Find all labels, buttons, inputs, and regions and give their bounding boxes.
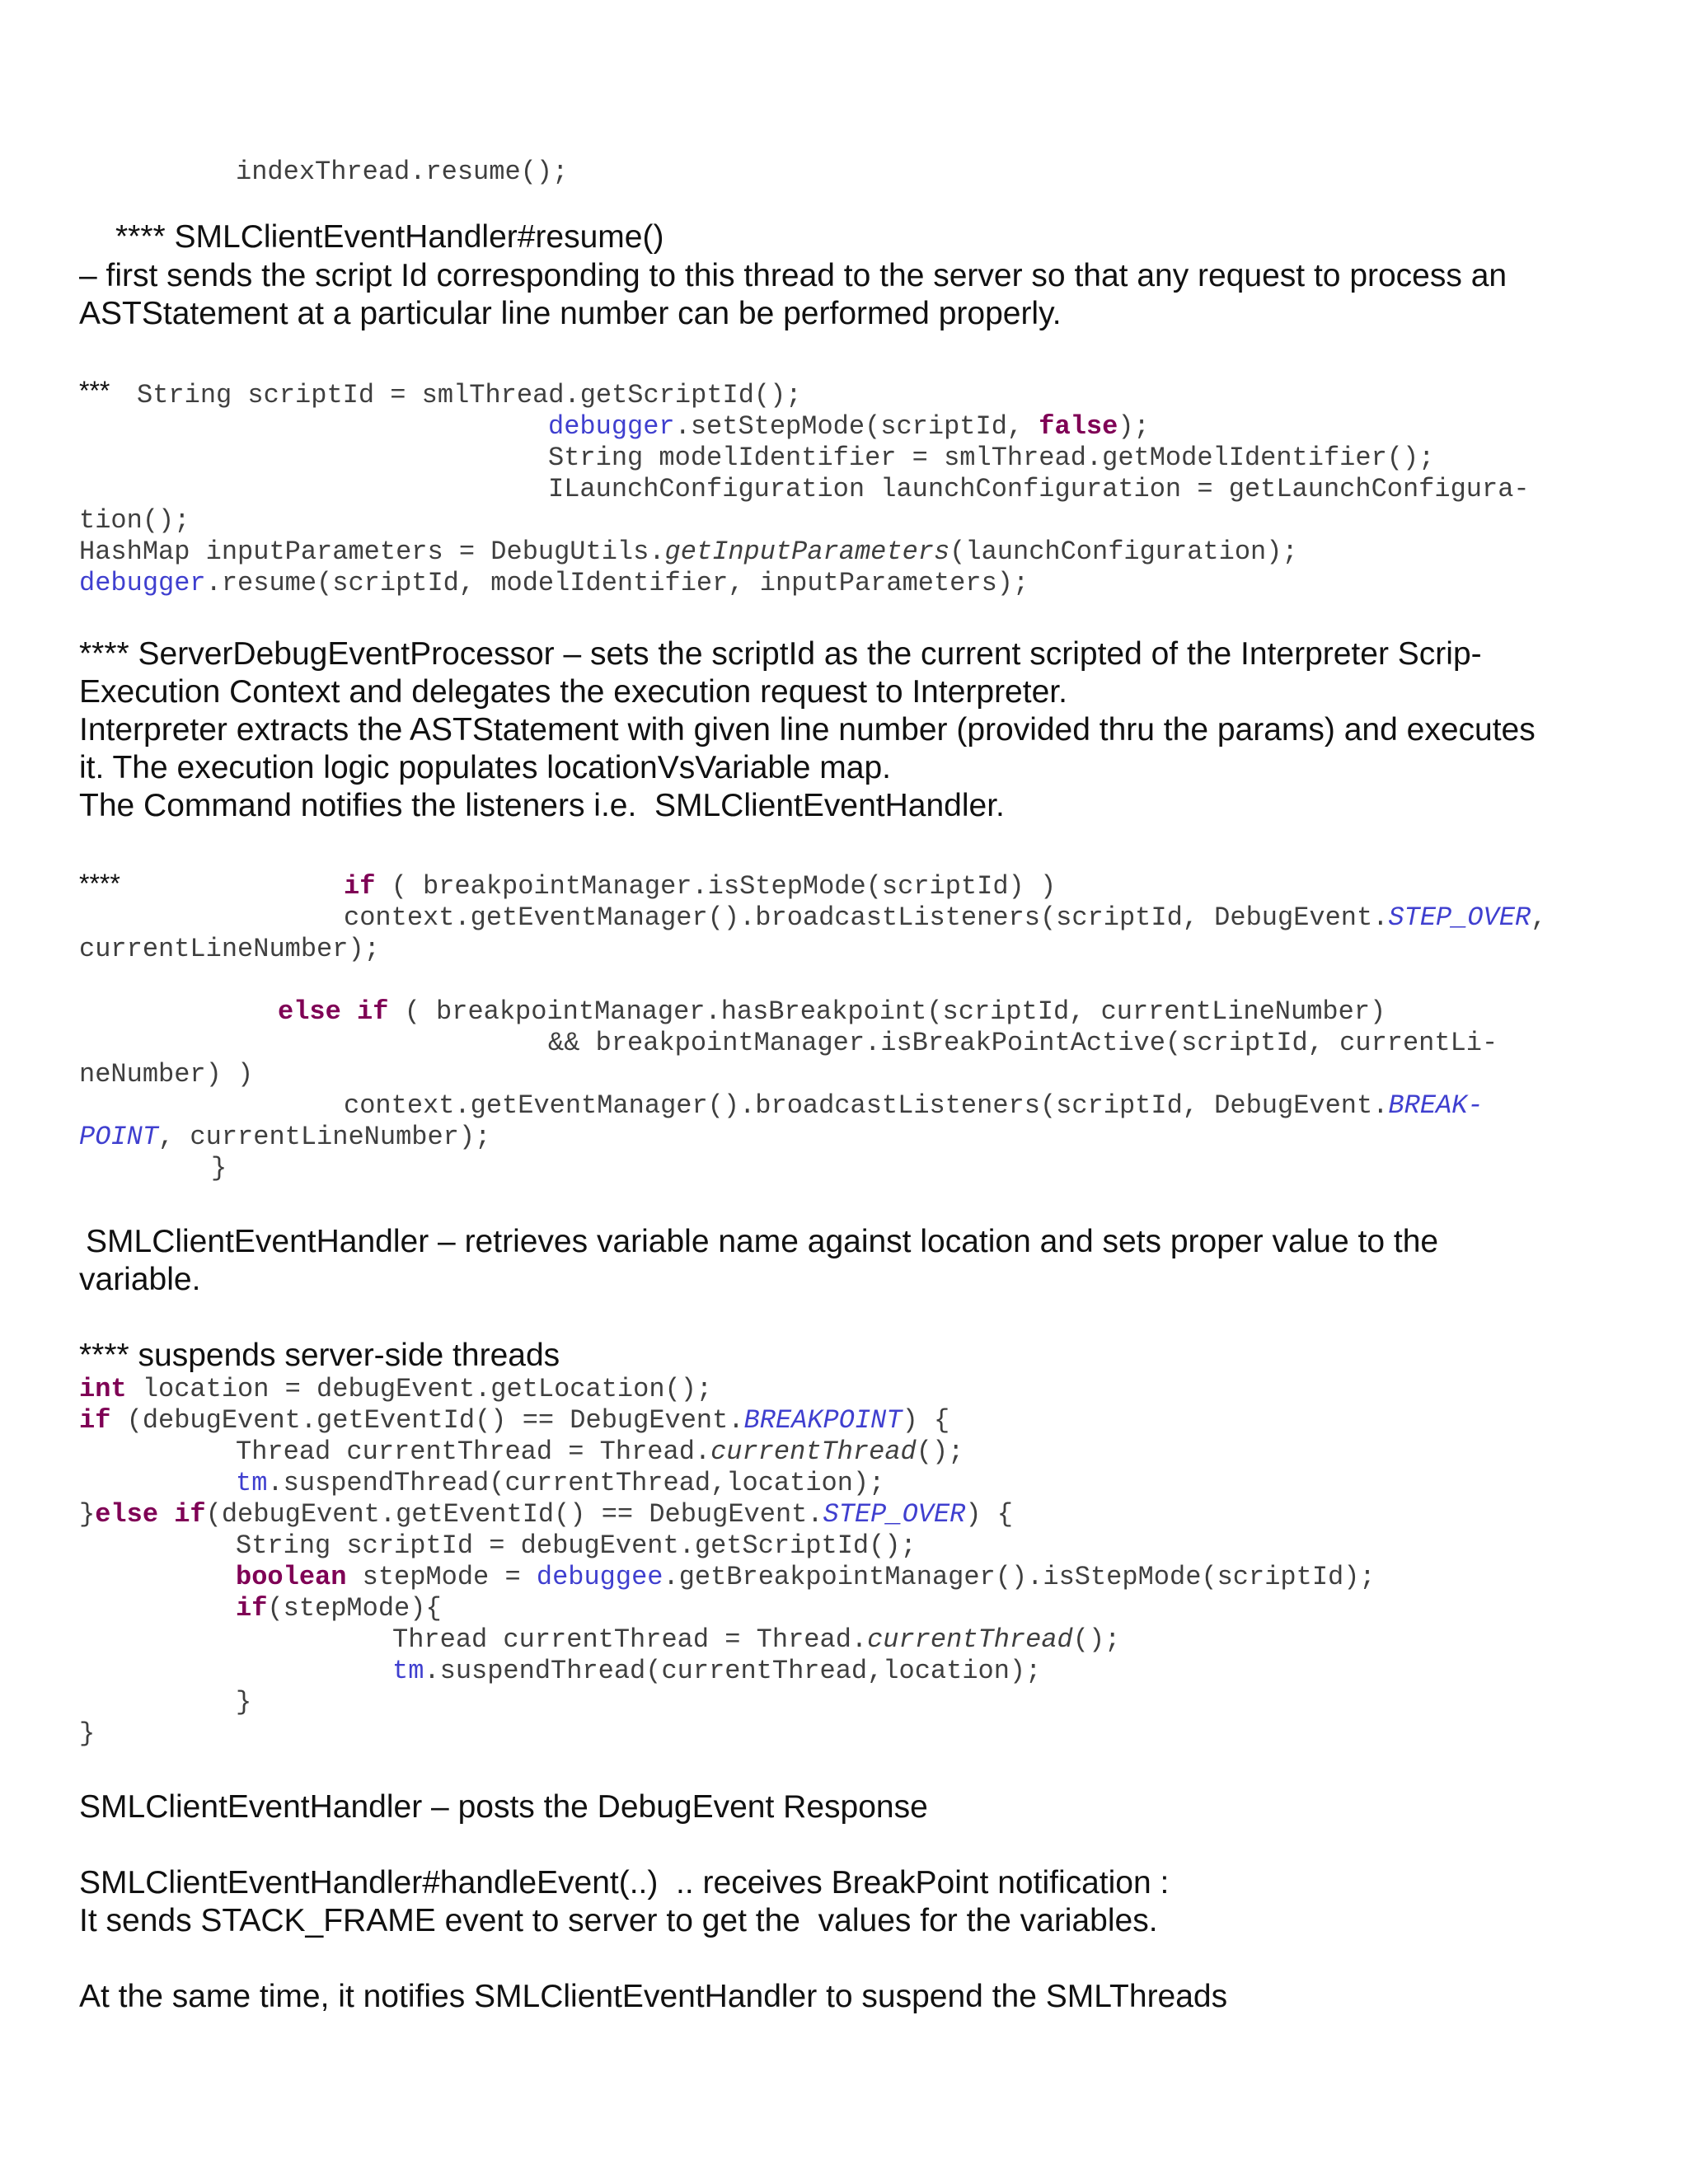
code-line: } (211, 1153, 227, 1183)
paragraph-line: The Command notifies the listeners i.e. SMLClientEventHandler. (79, 788, 1005, 823)
code-line: String modelIdentifier = smlThread.getModelIdentifier(); (548, 443, 1435, 473)
code-line: context.getEventManager().broadcastListeners(scriptId, DebugEvent.BREAK- (344, 1090, 1484, 1121)
code-line: currentLineNumber); (79, 934, 380, 964)
paragraph-line: it. The execution logic populates locationVsVariable map. (79, 750, 891, 785)
code-line: String scriptId = debugEvent.getScriptId(); (236, 1530, 917, 1561)
paragraph-line: **** ServerDebugEventProcessor – sets the scriptId as the current scripted of the Interpreter Scrip- (79, 636, 1482, 672)
code-line: Thread currentThread = Thread.currentThread(); (236, 1436, 964, 1467)
paragraph-line: variable. (79, 1262, 201, 1297)
code-line: indexThread.resume(); (236, 157, 569, 187)
code-line: tm.suspendThread(currentThread,location); (236, 1468, 885, 1498)
asterisk-marker: *** (79, 376, 110, 405)
code-line: Thread currentThread = Thread.currentThread(); (392, 1624, 1121, 1655)
code-line: else if ( breakpointManager.hasBreakpoint(scriptId, currentLineNumber) (278, 996, 1386, 1027)
code-line: POINT, currentLineNumber); (79, 1122, 491, 1152)
code-line: }else if(debugEvent.getEventId() == DebugEvent.STEP_OVER) { (79, 1499, 1013, 1530)
code-line: tion(); (79, 505, 190, 536)
asterisk-marker: **** (79, 869, 120, 898)
code-line: debugger.setStepMode(scriptId, false); (548, 411, 1150, 442)
code-line: } (236, 1687, 252, 1718)
paragraph-line: SMLClientEventHandler – retrieves variable name against location and sets proper value to the (86, 1224, 1439, 1259)
section-heading: **** suspends server-side threads (79, 1338, 560, 1373)
code-line: String scriptId = smlThread.getScriptId(); (137, 380, 802, 410)
code-line: } (79, 1718, 96, 1749)
paragraph-line: It sends STACK_FRAME event to server to get the values for the variables. (79, 1903, 1158, 1938)
code-line: if ( breakpointManager.isStepMode(scriptId) ) (344, 871, 1057, 902)
paragraph-line: SMLClientEventHandler – posts the DebugEvent Response (79, 1789, 928, 1825)
code-line: tm.suspendThread(currentThread,location); (392, 1656, 1042, 1686)
code-line: debugger.resume(scriptId, modelIdentifier, inputParameters); (79, 568, 1029, 598)
paragraph-line: – first sends the script Id corresponding to this thread to the server so that any request to process an (79, 258, 1507, 293)
paragraph-line: Execution Context and delegates the execution request to Interpreter. (79, 674, 1067, 710)
code-line: if(stepMode){ (236, 1593, 442, 1624)
code-line: boolean stepMode = debuggee.getBreakpointManager().isStepMode(scriptId); (236, 1562, 1376, 1592)
code-line: int location = debugEvent.getLocation(); (79, 1374, 713, 1404)
code-line: && breakpointManager.isBreakPointActive(scriptId, currentLi- (548, 1028, 1498, 1058)
code-line: if (debugEvent.getEventId() == DebugEvent.BREAKPOINT) { (79, 1405, 950, 1436)
code-line: neNumber) ) (79, 1059, 254, 1090)
paragraph-line: At the same time, it notifies SMLClientEventHandler to suspend the SMLThreads (79, 1979, 1228, 2014)
section-heading: **** SMLClientEventHandler#resume() (115, 219, 664, 255)
code-line: context.getEventManager().broadcastListeners(scriptId, DebugEvent.STEP_OVER, (344, 902, 1547, 933)
paragraph-line: SMLClientEventHandler#handleEvent(..) .. receives BreakPoint notification : (79, 1865, 1170, 1900)
paragraph-line: Interpreter extracts the ASTStatement with given line number (provided thru the params) and executes (79, 712, 1536, 748)
paragraph-line: ASTStatement at a particular line number can be performed properly. (79, 296, 1062, 331)
code-line: ILaunchConfiguration launchConfiguration = getLaunchConfigura- (548, 474, 1530, 504)
code-line: HashMap inputParameters = DebugUtils.getInputParameters(launchConfiguration); (79, 537, 1298, 567)
